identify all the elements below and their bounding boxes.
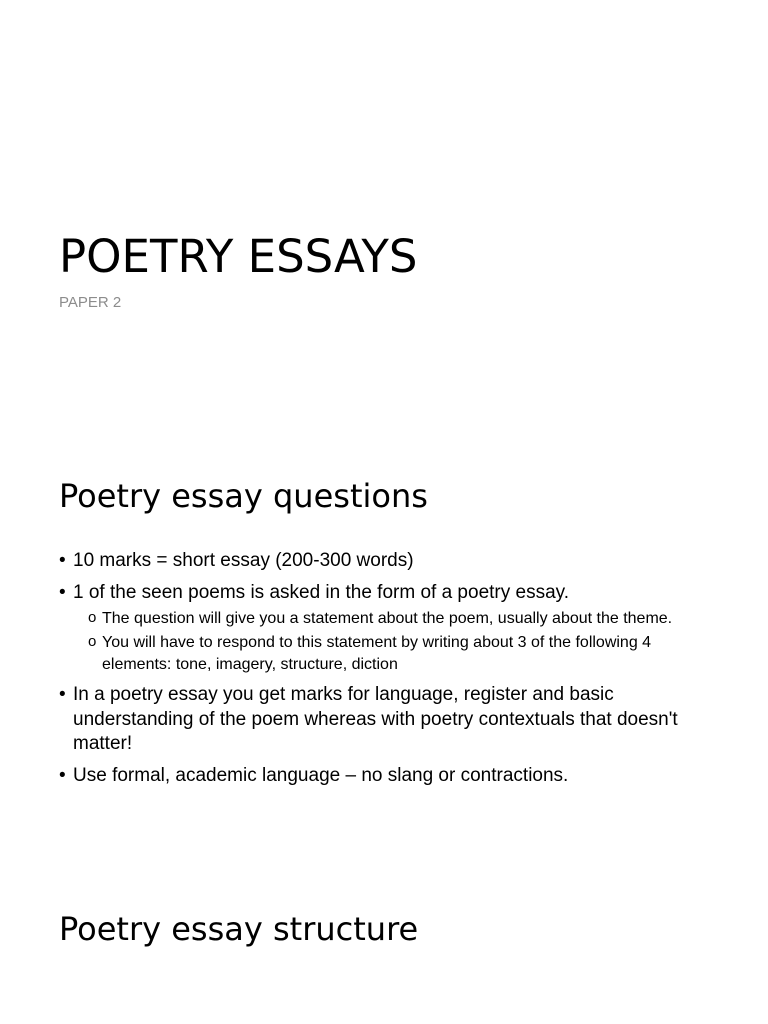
sub-bullet-icon: o (88, 609, 97, 626)
list-item (59, 549, 719, 574)
sub-list-item (73, 608, 719, 630)
list-item (59, 581, 719, 677)
bullet-icon: • (59, 550, 66, 571)
bullet-text: In a poetry essay you get marks for language, register and basic understanding of the poem whereas with poetry contextuals that doesn't matter! (73, 684, 678, 754)
bullet-text: 10 marks = short essay (200-300 words) (73, 550, 414, 571)
slide-title: POETRY ESSAYS (59, 230, 418, 283)
structure-heading: Poetry essay structure (59, 910, 419, 948)
bullet-icon: • (59, 684, 66, 705)
sub-bullet-text: You will have to respond to this statement by writing about 3 of the following 4 elements: tone, imagery, structure, diction (102, 634, 652, 673)
sub-bullet-text: The question will give you a statement about the poem, usually about the theme. (102, 610, 673, 627)
sub-bullet-icon: o (88, 633, 97, 650)
bullet-text: 1 of the seen poems is asked in the form of a poetry essay. (73, 581, 570, 603)
bullet-list (59, 549, 719, 795)
bullet-text: Use formal, academic language – no slang or contractions. (73, 764, 569, 786)
list-item (59, 683, 719, 757)
questions-heading: Poetry essay questions (59, 477, 428, 515)
slide-subtitle: PAPER 2 (59, 294, 122, 311)
bullet-icon: • (59, 581, 66, 603)
list-item (59, 764, 719, 789)
sub-bullet-list (73, 608, 719, 676)
bullet-icon: • (59, 764, 66, 786)
sub-list-item (73, 632, 719, 676)
